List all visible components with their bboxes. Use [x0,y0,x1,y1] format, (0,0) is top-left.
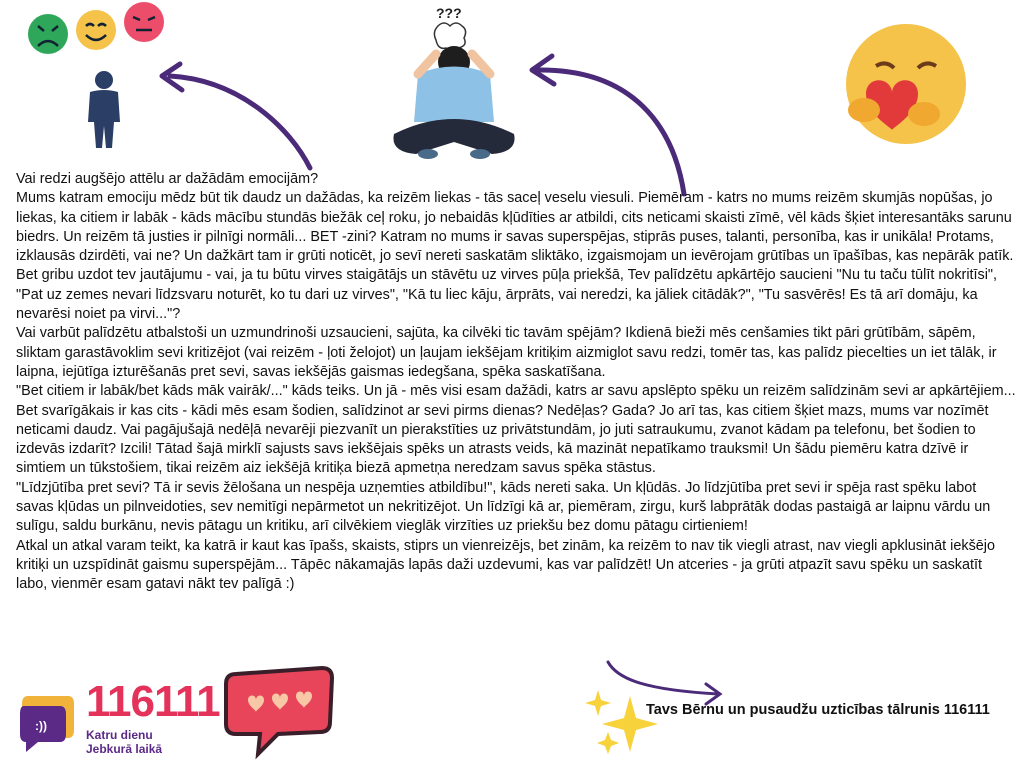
helpline-text: Tavs Bērnu un pusaudžu uzticības tālrunis 116111 [646,702,990,718]
smiling-face-icon [76,10,116,50]
upset-face-icon [124,2,164,42]
svg-text::)): :)) [35,719,47,733]
logo-tagline-line: Katru dienu [86,728,153,742]
speech-bubble-hearts-icon [218,664,338,760]
thinking-marks: ??? [436,5,462,21]
arrow-icon [150,58,320,173]
intro-question: Vai redzi augšējo attēlu ar dažādām emocijām? [16,171,319,187]
stressed-person-icon [388,4,528,164]
paragraph: Mums katram emociju mēdz būt tik daudz un dažādas, ka reizēm liekas - tās saceļ veselu viesuli. Piemēram - katrs no mums reizēm skumjās nopūšas, jo liekas, ka citiem ir labāk - kāds mācību stundās biežāk ceļ roku, jo nebaidās kļūdīties ar atbildi, cits neticami skaisti zīmē, vēl kāds šķiet interesantāks sarunu biedrs. Un reizēm tā justies ir pilnīgi normāli... BET -zini? Katram no mums ir savas superspējas, stiprās puses, talanti, personība, kas ir unikāla! Protams, izklausās dzirdēti, vai ne? Un dažkārt tam ir grūti noticēt, jo sevī nereti saskatām sliktāko, izgaismojam un ievērojam grūtības un īpašības, kas nepārāk patīk. Bet gribu uzdot tev jautājumu - vai, ja tu būtu virves staigātājs un stāvētu uz virves pūļa priekšā, Tev palīdzētu apkārtējo saucieni "Nu tu taču tūlīt nokritīsi", "Pat uz zemes nevari līdzsvaru noturēt, ko tu dari uz virves", "Kā tu liec kāju, ārprāts, vai neredzi, ka jāliek citādāk?", "Tu sasvērēs! Es tā arī domāju, ka nevarēsi noiet pa virvi..."? [16,190,1014,323]
paragraph: "Līdzjūtība pret sevi? Tā ir sevis žēlošana un nespēja uzņemties atbildību!", kāds nereti saka. Un kļūdās. Jo līdzjūtība pret sevi ir spēja rast spēku labot savas kļūdas un pilnveidoties, sev nemitīgi nepārmetot un nekritizējot. Un līdzīgi kā ar, piemēram, zirgu, kurš labprātāk dodas pastaigā ar laipnu vārdu un sulīgu, saldu burkānu, nevis pātagu un kritiku, arī cilvēkiem vieglāk virzīties uz priekšu bez domu pātagu cirtieniem! [16,479,991,535]
hugging-emoji-icon [836,22,976,152]
paragraph: "Bet citiem ir labāk/bet kāds māk vairāk/..." kāds teiks. Un jā - mēs visi esam dažādi, katrs ar savu apslēpto spēku un reizēm salīdzinām sevi ar apkārtējiem... Bet svarīgākais ir kas cits - kādi mēs esam šodien, salīdzinot ar sevi pirms dienas? Nedēļas? Gada? Jo arī tas, kas citiem šķiet mazs, mums var nozīmēt neticami daudz. Vai pagājušajā nedēļā nevarēji piezvanīt un pierakstīties uz privātstundām, jo juti satraukumu, zvanot kādam pa telefonu, bet šodien to izdevās izdarīt? Izcili! Tātad šajā mirklī sajusts savs iekšējais spēks un atrasts veids, kā mazināt nepatīkamo trauksmi! Un šādu piemēru katra dzīvē ir simtiem un tūkstošiem, tikai reizēm aiz iekšējā kritiķa biezā apmetņa neredzam savus spēka stāstus. [16,383,1016,477]
person-icon [80,70,130,150]
paragraph: Atkal un atkal varam teikt, ka katrā ir kaut kas īpašs, skaists, stiprs un vienreizējs, bet zinām, ka reizēm to nav tik viegli atrast, nav viegli apklusināt iekšējo kritiķi un uzspīdināt gaismu superspējām... Tāpēc nākamajās lapās daži uzdevumi, kas var palīdzēt! Un atceries - ja grūti atpazīt savu spēku un saskatīt labo, vienmēr esam gatavi nākt tev palīgā :) [16,537,995,593]
emotion-faces [24,2,174,62]
logo-tagline-line: Jebkurā laikā [86,742,163,756]
sad-face-icon [28,14,68,54]
paragraph: Vai varbūt palīdzētu atbalstoši un uzmundrinoši uzsaucieni, sajūta, ka cilvēki tic tavām spējām? Ikdienā bieži mēs cenšamies tikt pāri grūtībām, sāpēm, sliktam garastāvoklim sevi kritizējot (vai reizēm - ļoti želojot) un ļaujam iekšējam kritiķim aizmiglot savu redzi, tomēr tas, kas palīdz piecelties un iet tālāk, ir laipna, iejūtīga izturēšanās pret sevi, savas iekšējās gaismas iedegšana, spēka saskatīšana. [16,325,997,380]
main-text [16,170,1016,595]
chat-bubble-icon [18,690,78,754]
logo-number: 116111 [86,677,220,726]
logo-tagline [86,728,162,756]
